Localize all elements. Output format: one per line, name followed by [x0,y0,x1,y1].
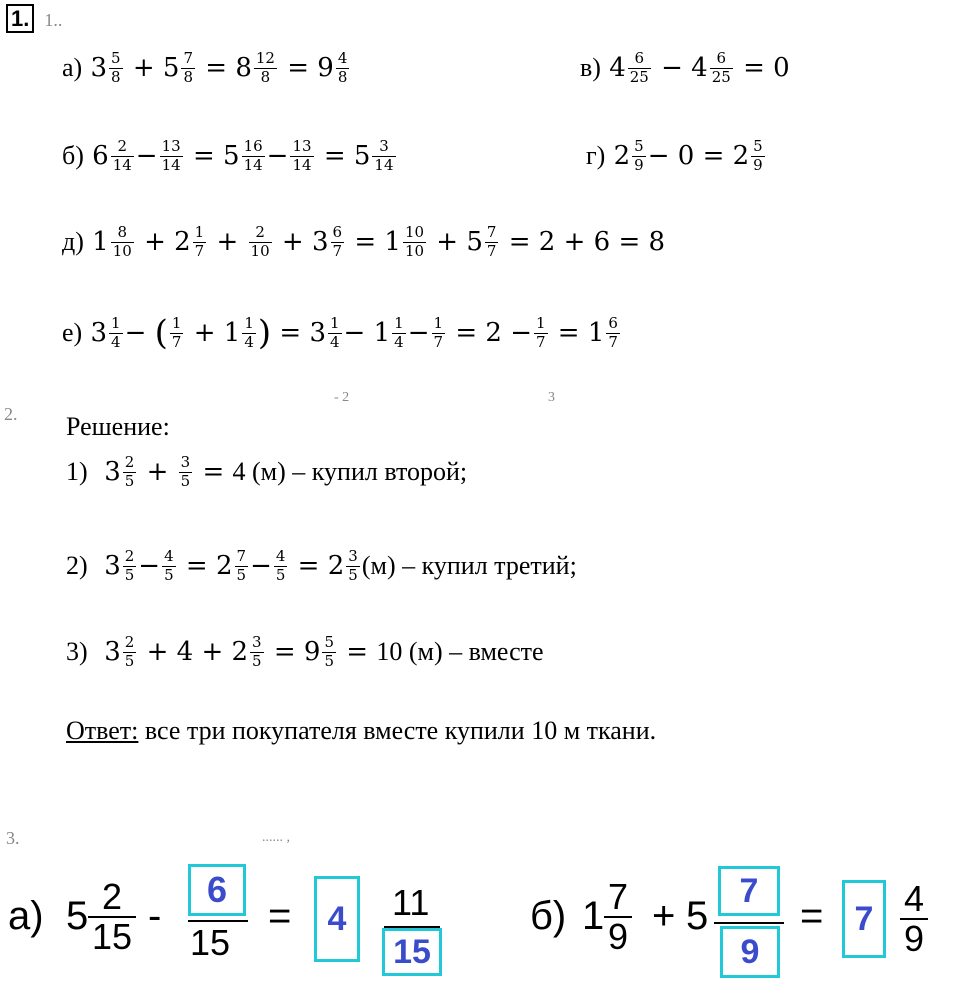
whole: 1 [384,227,401,257]
task1-number [6,6,62,32]
label: г) [586,141,606,170]
operator: − [266,141,289,171]
task2-ghost-2: 3 [548,390,555,405]
whole: 2 [485,318,502,348]
whole: 2 [215,551,233,581]
operator: + [436,227,459,257]
whole: 1 [373,318,391,348]
fraction: $\frac{1}{4}$ [394,313,404,351]
equals: = [279,318,302,348]
task3-number: 3. [6,828,20,848]
whole: 5 [353,141,371,171]
task1-b [62,130,398,182]
task3-a-fraction: 2 15 [88,878,136,956]
operator: + [201,637,224,667]
fraction: $\frac{1}{4}$ [330,313,340,351]
result: 10 (м) – вместе [376,637,544,666]
fraction: $\frac{3}{5}$ [252,632,262,670]
equals: = [287,53,310,83]
answer-label: Ответ: [66,716,139,745]
whole: 2 [231,637,249,667]
whole: 5 [466,227,483,257]
operator: + [144,227,166,257]
fraction: $\frac{2}{5}$ [124,452,135,490]
fraction: $\frac{4}{5}$ [275,546,286,584]
operator: + [146,637,169,667]
equals: = [508,227,531,257]
operator: − [135,141,158,171]
equals: = [346,637,369,667]
result: 0 [773,53,790,83]
equals: = [273,637,296,667]
task3-b-result-fraction: 4 9 [900,880,928,958]
fraction: $\frac{6}{7}$ [608,313,618,351]
task2-step-3 [66,626,544,678]
task3-a-equals: = [268,894,292,938]
task3-a-denominator: 15 [190,922,231,963]
fraction: $\frac{4}{5}$ [164,546,174,584]
task2-step-2 [66,540,577,592]
fraction: $\frac{8}{10}$ [112,222,132,260]
fraction: $\frac{13}{14}$ [161,136,181,174]
equals: = [192,141,215,171]
fraction: $\frac{1}{7}$ [535,313,546,351]
task1-number-box: 1. [6,4,34,33]
task1-d [62,216,665,268]
fraction: $\frac{16}{14}$ [243,136,263,174]
fraction: $\frac{7}{8}$ [183,48,193,86]
task3-b-whole-box[interactable]: 7 [842,880,886,958]
label: д) [62,227,84,256]
task3-a-numerator-box[interactable]: 6 [188,864,246,916]
task2-heading: Решение: [66,412,170,441]
zero: 0 [677,141,695,171]
whole: 2 [732,141,750,171]
fraction: $\frac{3}{5}$ [180,452,191,490]
whole: 3 [90,53,108,83]
fraction: $\frac{13}{14}$ [292,136,312,174]
fraction: $\frac{4}{8}$ [337,48,348,86]
whole: 6 [92,141,109,171]
operator: − [647,141,670,171]
whole: 2 [613,141,631,171]
equals: = [323,141,346,171]
operator: + [146,457,169,487]
whole: 1 [587,318,605,348]
equals: = [354,227,377,257]
equals: = [202,457,225,487]
fraction: $\frac{3}{5}$ [348,546,358,584]
fraction: $\frac{1}{7}$ [194,222,205,260]
operator: + [216,227,239,257]
label: а) [62,53,83,82]
operator: + [132,53,155,83]
whole: 3 [104,457,121,487]
whole: 8 [235,53,252,83]
left-paren: ( [154,313,168,353]
label: е) [62,318,83,347]
whole: 9 [317,53,334,83]
fraction: $\frac{5}{5}$ [324,632,335,670]
whole: 3 [104,551,121,581]
fraction: $\frac{6}{7}$ [332,222,343,260]
fraction: $\frac{1}{7}$ [171,313,182,351]
result: 4 (м) – купил второй; [232,457,468,486]
whole: 1 [92,227,109,257]
label: б) [62,141,84,170]
task3-a-result-numerator: 11 [392,882,430,923]
task3-b-operator: + [652,894,676,938]
task2-step-1 [66,446,467,498]
label: 1) [66,457,88,486]
task3-b-whole-2: 5 [686,894,709,938]
equals: = [702,141,725,171]
task3-a-denominator-box[interactable]: 15 [382,928,442,976]
fraction: $\frac{2}{5}$ [124,632,135,670]
right-paren: ) [257,313,272,353]
task1-ghost: 1.. [44,10,63,30]
fraction: $\frac{7}{7}$ [486,222,497,260]
task2-ghost-1: - 2 [334,390,350,405]
task3-a-label: а) [8,894,44,938]
operator: − [250,551,272,581]
whole: 5 [162,53,180,83]
operator: + [281,227,304,257]
task1-a [62,42,351,94]
equals: = [743,53,765,83]
operator: − [124,318,147,348]
fraction: $\frac{6}{25}$ [629,48,649,86]
fraction: $\frac{3}{14}$ [374,136,394,174]
task2-number: 2. [4,404,18,424]
equals: = [205,53,228,83]
whole: 3 [104,637,121,667]
label: 3) [66,637,88,666]
equals: = [557,318,580,348]
fraction: $\frac{6}{25}$ [711,48,731,86]
whole: 3 [90,318,108,348]
fraction: $\frac{2}{10}$ [250,222,270,260]
label: в) [580,53,601,82]
whole: 4 [176,637,194,667]
task3-b-numerator-box[interactable]: 7 [718,866,780,916]
whole: 5 [223,141,240,171]
whole: 2 [174,227,191,257]
task3-b-label: б) [530,894,567,938]
task3-b-fraction: 7 9 [604,878,632,956]
fraction: $\frac{5}{8}$ [111,48,121,86]
whole: 3 [311,227,329,257]
label: 2) [66,551,88,580]
fraction: $\frac{1}{4}$ [111,313,121,351]
fraction: $\frac{7}{5}$ [236,546,247,584]
equals: = [455,318,478,348]
fraction: $\frac{2}{14}$ [112,136,132,174]
fraction: $\frac{1}{4}$ [244,313,254,351]
task1-v [580,42,790,94]
operator: − [661,53,683,83]
task3-b-whole: 1 [582,894,605,938]
whole: 2 [327,551,345,581]
operator: − [407,318,430,348]
answer-text: все три покупателя вместе купили 10 м ткани. [138,716,657,745]
fraction: $\frac{2}{5}$ [124,546,135,584]
task3-a-operator: - [148,894,162,938]
operator: − [510,318,532,348]
fraction: $\frac{5}{9}$ [753,136,763,174]
task1-g [586,130,767,182]
equals: = [297,551,320,581]
task3-b-denominator-box[interactable]: 9 [720,926,780,978]
task3-b-equals: = [800,894,824,938]
task3-ghost: ...... , [262,830,290,845]
task3-a-whole-box[interactable]: 4 [314,876,360,962]
equals: = [185,551,208,581]
task3-b-fraction-bar [714,922,784,924]
operator: + [193,318,216,348]
whole: 1 [223,318,241,348]
result: (м) – купил третий; [361,551,577,580]
whole: 9 [303,637,321,667]
fraction: $\frac{10}{10}$ [404,222,425,260]
fraction: $\frac{12}{8}$ [255,48,275,86]
tail: 2 + 6 = 8 [538,227,666,257]
operator: − [343,318,366,348]
whole: 3 [309,318,326,348]
task2-answer [66,716,656,746]
operator: − [138,551,161,581]
whole: 4 [609,53,626,83]
fraction: $\frac{5}{9}$ [634,136,644,174]
task3-a-whole: 5 [66,894,89,938]
task1-e [62,304,622,362]
fraction: $\frac{1}{7}$ [433,313,444,351]
whole: 4 [691,53,708,83]
